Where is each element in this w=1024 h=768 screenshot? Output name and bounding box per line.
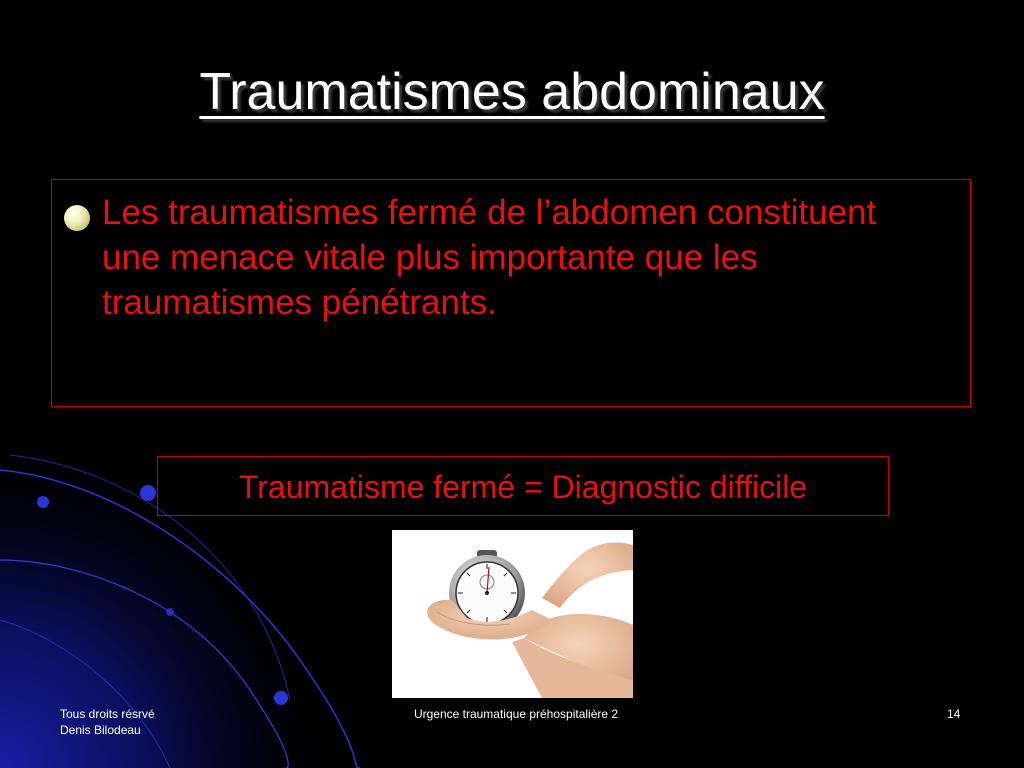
- stopwatch-illustration: [392, 530, 633, 698]
- slide-number: 14: [947, 707, 961, 721]
- bullet-dot-icon: [64, 205, 90, 231]
- highlight-box: Traumatisme fermé = Diagnostic difficile: [157, 456, 889, 516]
- bullet-text: Les traumatismes fermé de l’abdomen constituent une menace vitale plus importante que les traumatismes pénétrants.: [102, 193, 877, 322]
- footer-author: Denis Bilodeau: [60, 723, 141, 737]
- footer-title: Urgence traumatique préhospitalière 2: [413, 707, 619, 721]
- stopwatch-hand-image: [392, 530, 633, 698]
- footer-copyright-line1: Tous droits résrvé: [60, 707, 155, 721]
- slide-title: Traumatismes abdominaux: [199, 63, 825, 121]
- bullet-box: [51, 179, 971, 407]
